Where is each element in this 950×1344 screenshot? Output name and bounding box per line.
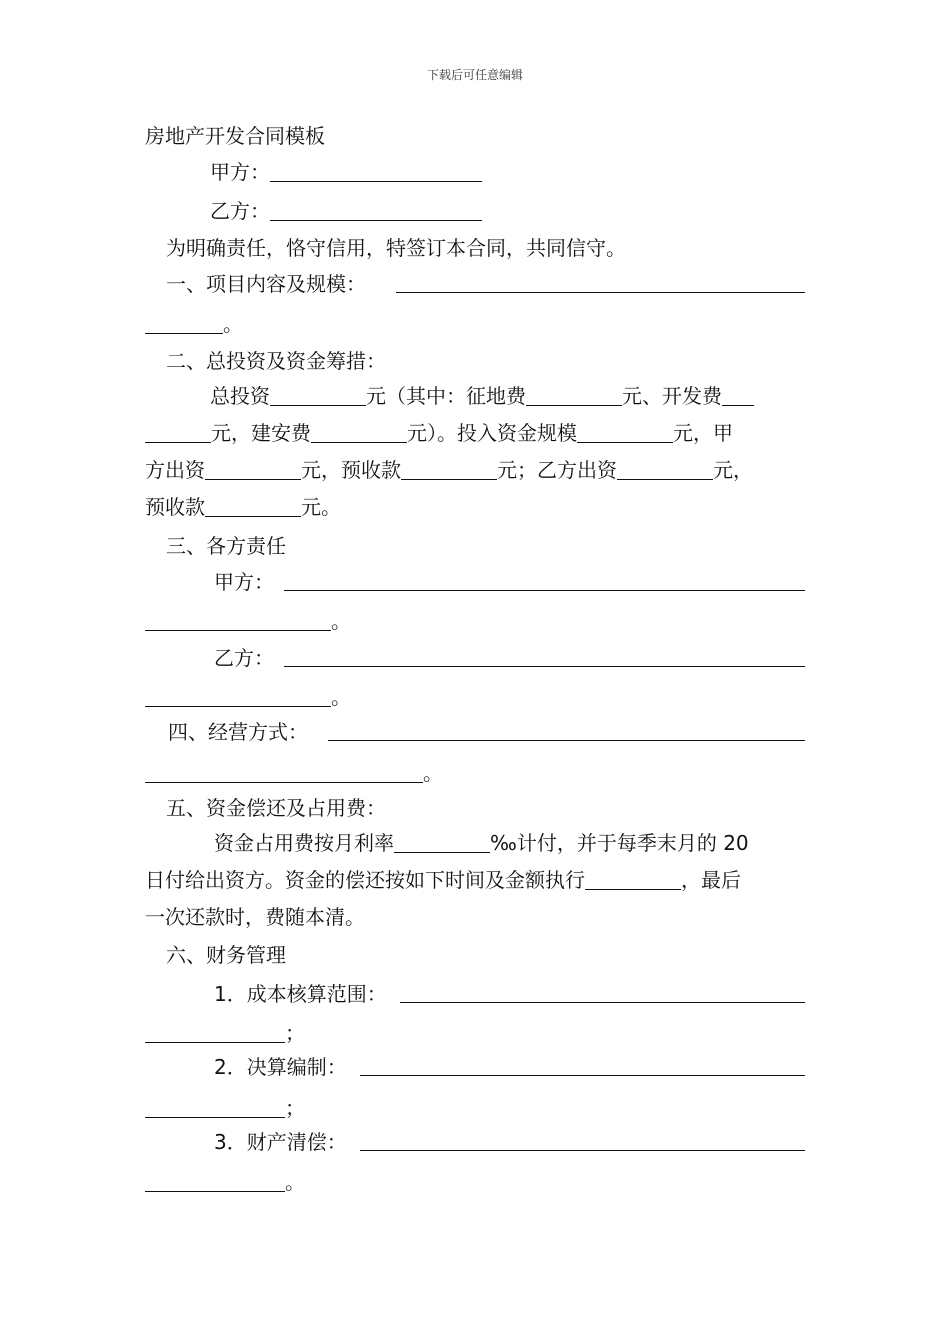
interest-rate-blank[interactable] [394,831,490,853]
section-3-a-blank-cont[interactable] [145,609,331,631]
section-2-heading: 二、总投资及资金筹措： [166,349,386,373]
section-1-cont [145,310,243,338]
final-accounts-blank[interactable] [360,1075,805,1076]
section-1-blank-cont[interactable] [145,312,223,334]
advance-b-label: 预收款 [145,495,205,519]
party-a-contrib-label: 方出资 [145,458,205,482]
section-4-row [168,718,805,746]
total-investment-blank[interactable] [270,384,366,406]
section-3-b-label: 乙方： [214,646,274,670]
section-4-cont [145,759,443,787]
section-4-blank[interactable] [328,740,805,741]
interest-rate-label: 资金占用费按月利率 [214,831,394,855]
document-title: 房地产开发合同模板 [145,124,325,148]
section-3-b-blank[interactable] [284,666,805,667]
section-6-item-2-row [214,1053,805,1081]
construction-fee-blank[interactable] [311,421,407,443]
asset-settlement-blank[interactable] [360,1150,805,1151]
party-b-contrib-blank[interactable] [617,458,713,480]
section-6-item-1-cont [145,1019,305,1047]
construction-fee-label: 元，建安费 [211,421,311,445]
repayment-blank[interactable] [585,868,681,890]
cost-scope-blank-cont[interactable] [145,1021,285,1043]
advance-b-unit: 元。 [301,495,341,519]
section-1-row [166,270,805,298]
section-5-heading: 五、资金偿还及占用费： [166,796,386,820]
section-3-heading: 三、各方责任 [166,534,286,558]
section-3-a-blank[interactable] [284,590,805,591]
cost-scope-label: 1．成本核算范围： [214,982,387,1006]
dev-fee-blank[interactable] [722,384,754,406]
intro-text: 为明确责任，恪守信用，特签订本合同，共同信守。 [166,236,626,260]
party-b-label: 乙方： [210,199,270,223]
section-5-line-2 [145,866,741,894]
asset-settlement-label: 3．财产清偿： [214,1130,347,1154]
section-1-end: 。 [223,312,243,336]
dev-fee-label: 元、开发费 [622,384,722,408]
section-3-b-cont [145,683,351,711]
party-a-blank[interactable] [270,160,482,182]
cost-scope-blank[interactable] [400,1002,805,1003]
section-6-item-3-cont [145,1168,305,1196]
section-2-line-2 [145,419,733,447]
advance-a-label: 元，预收款 [301,458,401,482]
section-3-a-end: 。 [331,609,351,633]
asset-settlement-end: 。 [285,1170,305,1194]
advance-a-blank[interactable] [401,458,497,480]
asset-settlement-blank-cont[interactable] [145,1170,285,1192]
page-header: 下载后可任意编辑 [426,68,523,82]
section-5-line-1 [214,829,749,857]
fund-scale-unit: 元，甲 [673,421,733,445]
land-fee-blank[interactable] [526,384,622,406]
repayment-label: 日付给出资方。资金的偿还按如下时间及金额执行 [145,868,585,892]
section-6-heading: 六、财务管理 [166,943,286,967]
section-3-b-row [214,644,805,672]
land-fee-label: 元（其中：征地费 [366,384,526,408]
section-5-line-3: 一次还款时，费随本清。 [145,905,365,929]
party-b-row [210,197,482,225]
section-2-line-1 [210,382,754,410]
section-4-heading: 四、经营方式： [168,720,308,744]
section-6-item-1-row [214,980,805,1008]
section-2-line-3 [145,456,753,484]
section-2-line-4 [145,493,341,521]
fund-scale-blank[interactable] [577,421,673,443]
section-3-b-blank-cont[interactable] [145,685,331,707]
party-a-contrib-blank[interactable] [205,458,301,480]
cost-scope-end: ； [285,1021,305,1045]
party-a-row [210,158,482,186]
section-4-end: 。 [423,761,443,785]
section-6-item-3-row [214,1128,805,1156]
party-a-label: 甲方： [210,160,270,184]
total-investment-label: 总投资 [210,384,270,408]
final-accounts-end: ； [285,1096,305,1120]
repayment-terms: ，最后 [681,868,741,892]
interest-rate-terms: ‰计付，并于每季末月的 20 [490,831,749,855]
section-6-item-2-cont [145,1094,305,1122]
section-1-heading: 一、项目内容及规模： [166,272,366,296]
final-accounts-blank-cont[interactable] [145,1096,285,1118]
section-1-blank[interactable] [396,292,805,293]
dev-fee-blank-cont[interactable] [145,421,211,443]
section-3-b-end: 。 [331,685,351,709]
party-b-blank[interactable] [270,199,482,221]
party-b-contrib-unit: 元， [713,458,753,482]
section-3-a-cont [145,607,351,635]
advance-b-blank[interactable] [205,495,301,517]
party-b-contrib-label: 元；乙方出资 [497,458,617,482]
section-4-blank-cont[interactable] [145,761,423,783]
section-3-a-label: 甲方： [214,570,274,594]
final-accounts-label: 2．决算编制： [214,1055,347,1079]
section-3-a-row [214,568,805,596]
fund-scale-label: 元）。投入资金规模 [407,421,577,445]
